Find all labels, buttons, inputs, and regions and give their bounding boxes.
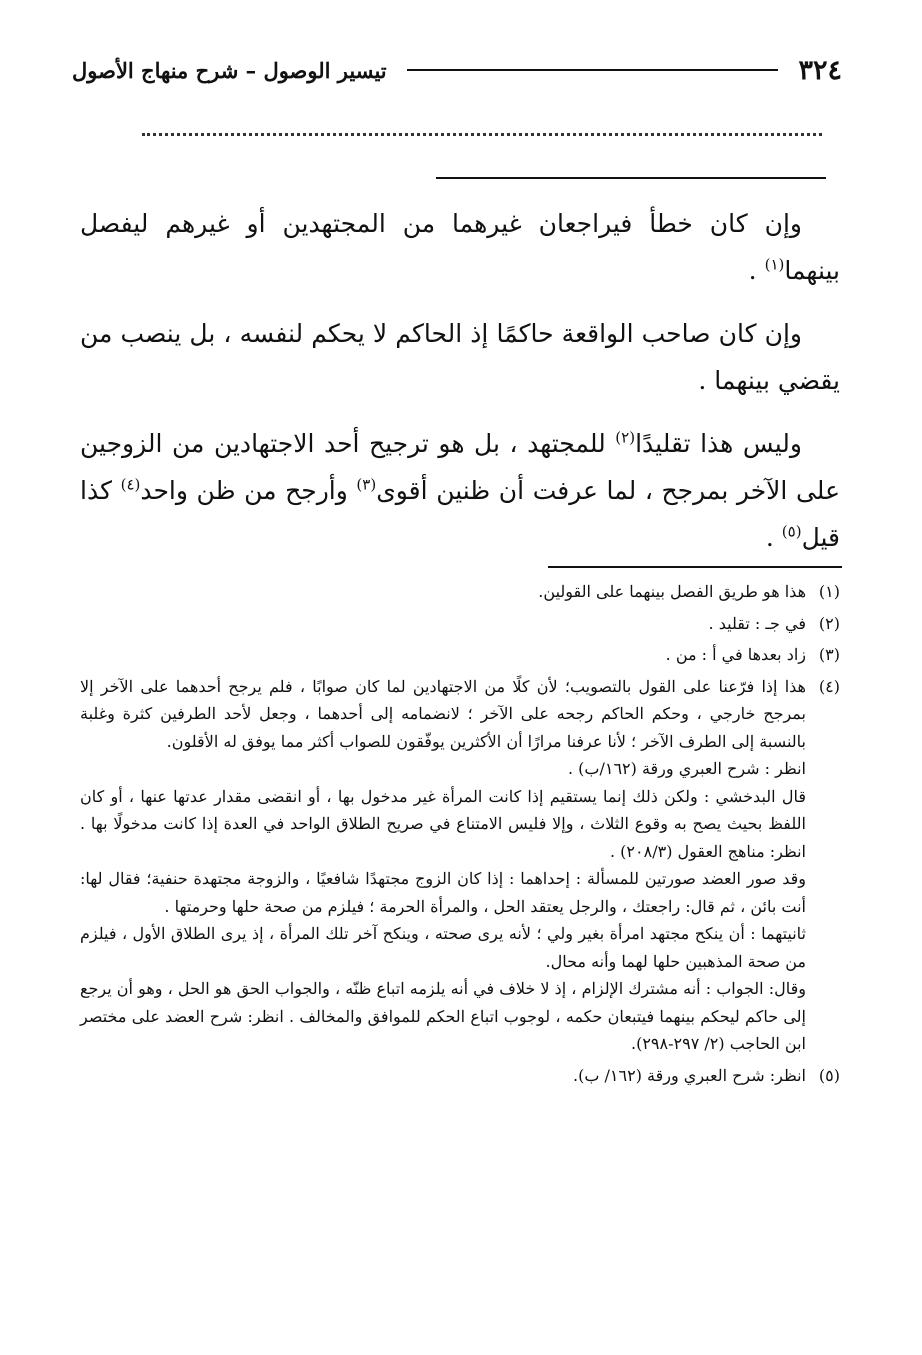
- page-number: ٣٢٤: [798, 54, 842, 86]
- footnote-4: [80, 673, 840, 1058]
- footnote-2: [80, 610, 840, 638]
- footnote-5: [80, 1062, 840, 1090]
- footnote-separator: [548, 566, 842, 568]
- footnote-4-para-5: ثانيتهما : أن ينكح مجتهد امرأة بغير ولي ؛ لأنه يرى صحته ، وينكح آخر تلك المرأة ، إذ يرى الطلاق الأول ، فيلزم من صحة المذهبين حلها لهما وأنه محال.: [80, 924, 807, 971]
- footnote-1: [80, 578, 840, 606]
- footnote-1-text: هذا هو طريق الفصل بينهما على القولين.: [538, 582, 806, 601]
- running-title: تيسير الوصول – شرح منهاج الأصول: [72, 57, 387, 83]
- paragraph-1: [80, 200, 840, 294]
- page-header: [72, 48, 842, 92]
- main-text: [80, 200, 840, 577]
- footnote-5-text: انظر: شرح العبري ورقة (١٦٢/ ب).: [573, 1065, 806, 1085]
- paragraph-3-part-c: وأرجح من ظن واحد: [140, 476, 357, 505]
- paragraph-1-end: .: [748, 256, 765, 285]
- footnote-4-para-4: وقد صور العضد صورتين للمسألة : إحداهما : إذا كان الزوج مجتهدًا شافعيًا ، والزوجة مجتهدة حنفية؛ فقال لها: أنت بائن ، ثم قال: راجعتك ، والرجل يعتقد الحل ، والمرأة الحرمة ؛ فيلزم من صحة حلها وحرمتها .: [80, 869, 806, 916]
- footnote-ref-5[interactable]: (٥): [781, 522, 802, 541]
- omission-dots: [142, 133, 822, 136]
- paragraph-3-end: .: [765, 523, 782, 552]
- paragraph-3-part-d: كذا قيل: [80, 476, 840, 552]
- footnote-2-number: (٢): [818, 613, 840, 633]
- footnote-1-number: (١): [818, 582, 840, 601]
- header-rule: [407, 69, 779, 71]
- footnote-5-number: (٥): [818, 1065, 840, 1085]
- paragraph-1-text: وإن كان خطأ فيراجعان غيرهما من المجتهدين أو غيرهم ليفصل بينهما: [80, 209, 840, 285]
- footnote-4-number: (٤): [818, 676, 840, 696]
- footnote-ref-2[interactable]: (٢): [615, 428, 636, 447]
- paragraph-3-part-a: وليس هذا تقليدًا: [635, 429, 802, 458]
- footnote-4-para-1: هذا إذا فرّعنا على القول بالتصويب؛ لأن كلًا من الاجتهادين لما كان صوابًا ، فلم يرجح أحدهما على الآخر إلا بمرجح خارجي ، وحكم الحاكم رجحه على الآخر ؛ لانضمامه إلى أحدهما ، وجعل لأحد الطرفين كثرة وغلبة بالنسبة إلى الطرف الآخر ؛ لأنا عرفنا مرارًا أن الأكثرين يوفّقون للصواب أكثر مما يوفق له الأقلون.: [80, 676, 806, 751]
- footnote-ref-1[interactable]: (١): [764, 255, 785, 274]
- footnote-2-text: في جـ : تقليد .: [708, 613, 806, 633]
- footnotes: [80, 578, 840, 1093]
- footnote-4-para-3: قال البدخشي : ولكن ذلك إنما يستقيم إذا كانت المرأة غير مدخول بها ، أو انقضى مقدار عدتها عنها ، أو كان اللفظ بحيث يصح به وقوع الثلاث ، وإلا فليس الامتناع في صريح الطلاق الواحد في العدة إذا كانت مدخولًا بها . انظر: مناهج العقول (٢٠٨/٣) .: [80, 786, 807, 861]
- footnote-4-para-2: انظر : شرح العبري ورقة (١٦٢/ب) .: [567, 759, 806, 778]
- footnote-3-text: زاد بعدها في أ : من .: [665, 645, 806, 664]
- footnote-4-body: [80, 673, 806, 1058]
- paragraph-3: [80, 420, 840, 561]
- paragraph-2-text: وإن كان صاحب الواقعة حاكمًا إذ الحاكم لا يحكم لنفسه ، بل ينصب من يقضي بينهما .: [80, 319, 840, 395]
- footnote-ref-4[interactable]: (٤): [120, 475, 141, 494]
- footnote-3-number: (٣): [818, 645, 840, 664]
- footnote-3: [80, 641, 840, 669]
- paragraph-3-part-b: للمجتهد ، بل هو ترجيح أحد الاجتهادين من الزوجين على الآخر بمرجح ، لما عرفت أن ظنين أقوى: [80, 429, 840, 505]
- footnote-4-para-6: وقال: الجواب : أنه مشترك الإلزام ، إذ لا خلاف في أنه يلزمه اتباع ظنّه ، والجواب الحق هو الحل ، وهو أن يرجع إلى حاكم ليحكم بينهما فيتبعان حكمه ، لوجوب اتباع الحكم للموافق والمخالف . انظر: شرح العضد على مختصر ابن الحاجب (٢/ ٢٩٧-٢٩٨).: [80, 979, 806, 1053]
- paragraph-2: [80, 310, 840, 404]
- footnote-ref-3[interactable]: (٣): [356, 475, 377, 494]
- section-rule: [436, 177, 826, 179]
